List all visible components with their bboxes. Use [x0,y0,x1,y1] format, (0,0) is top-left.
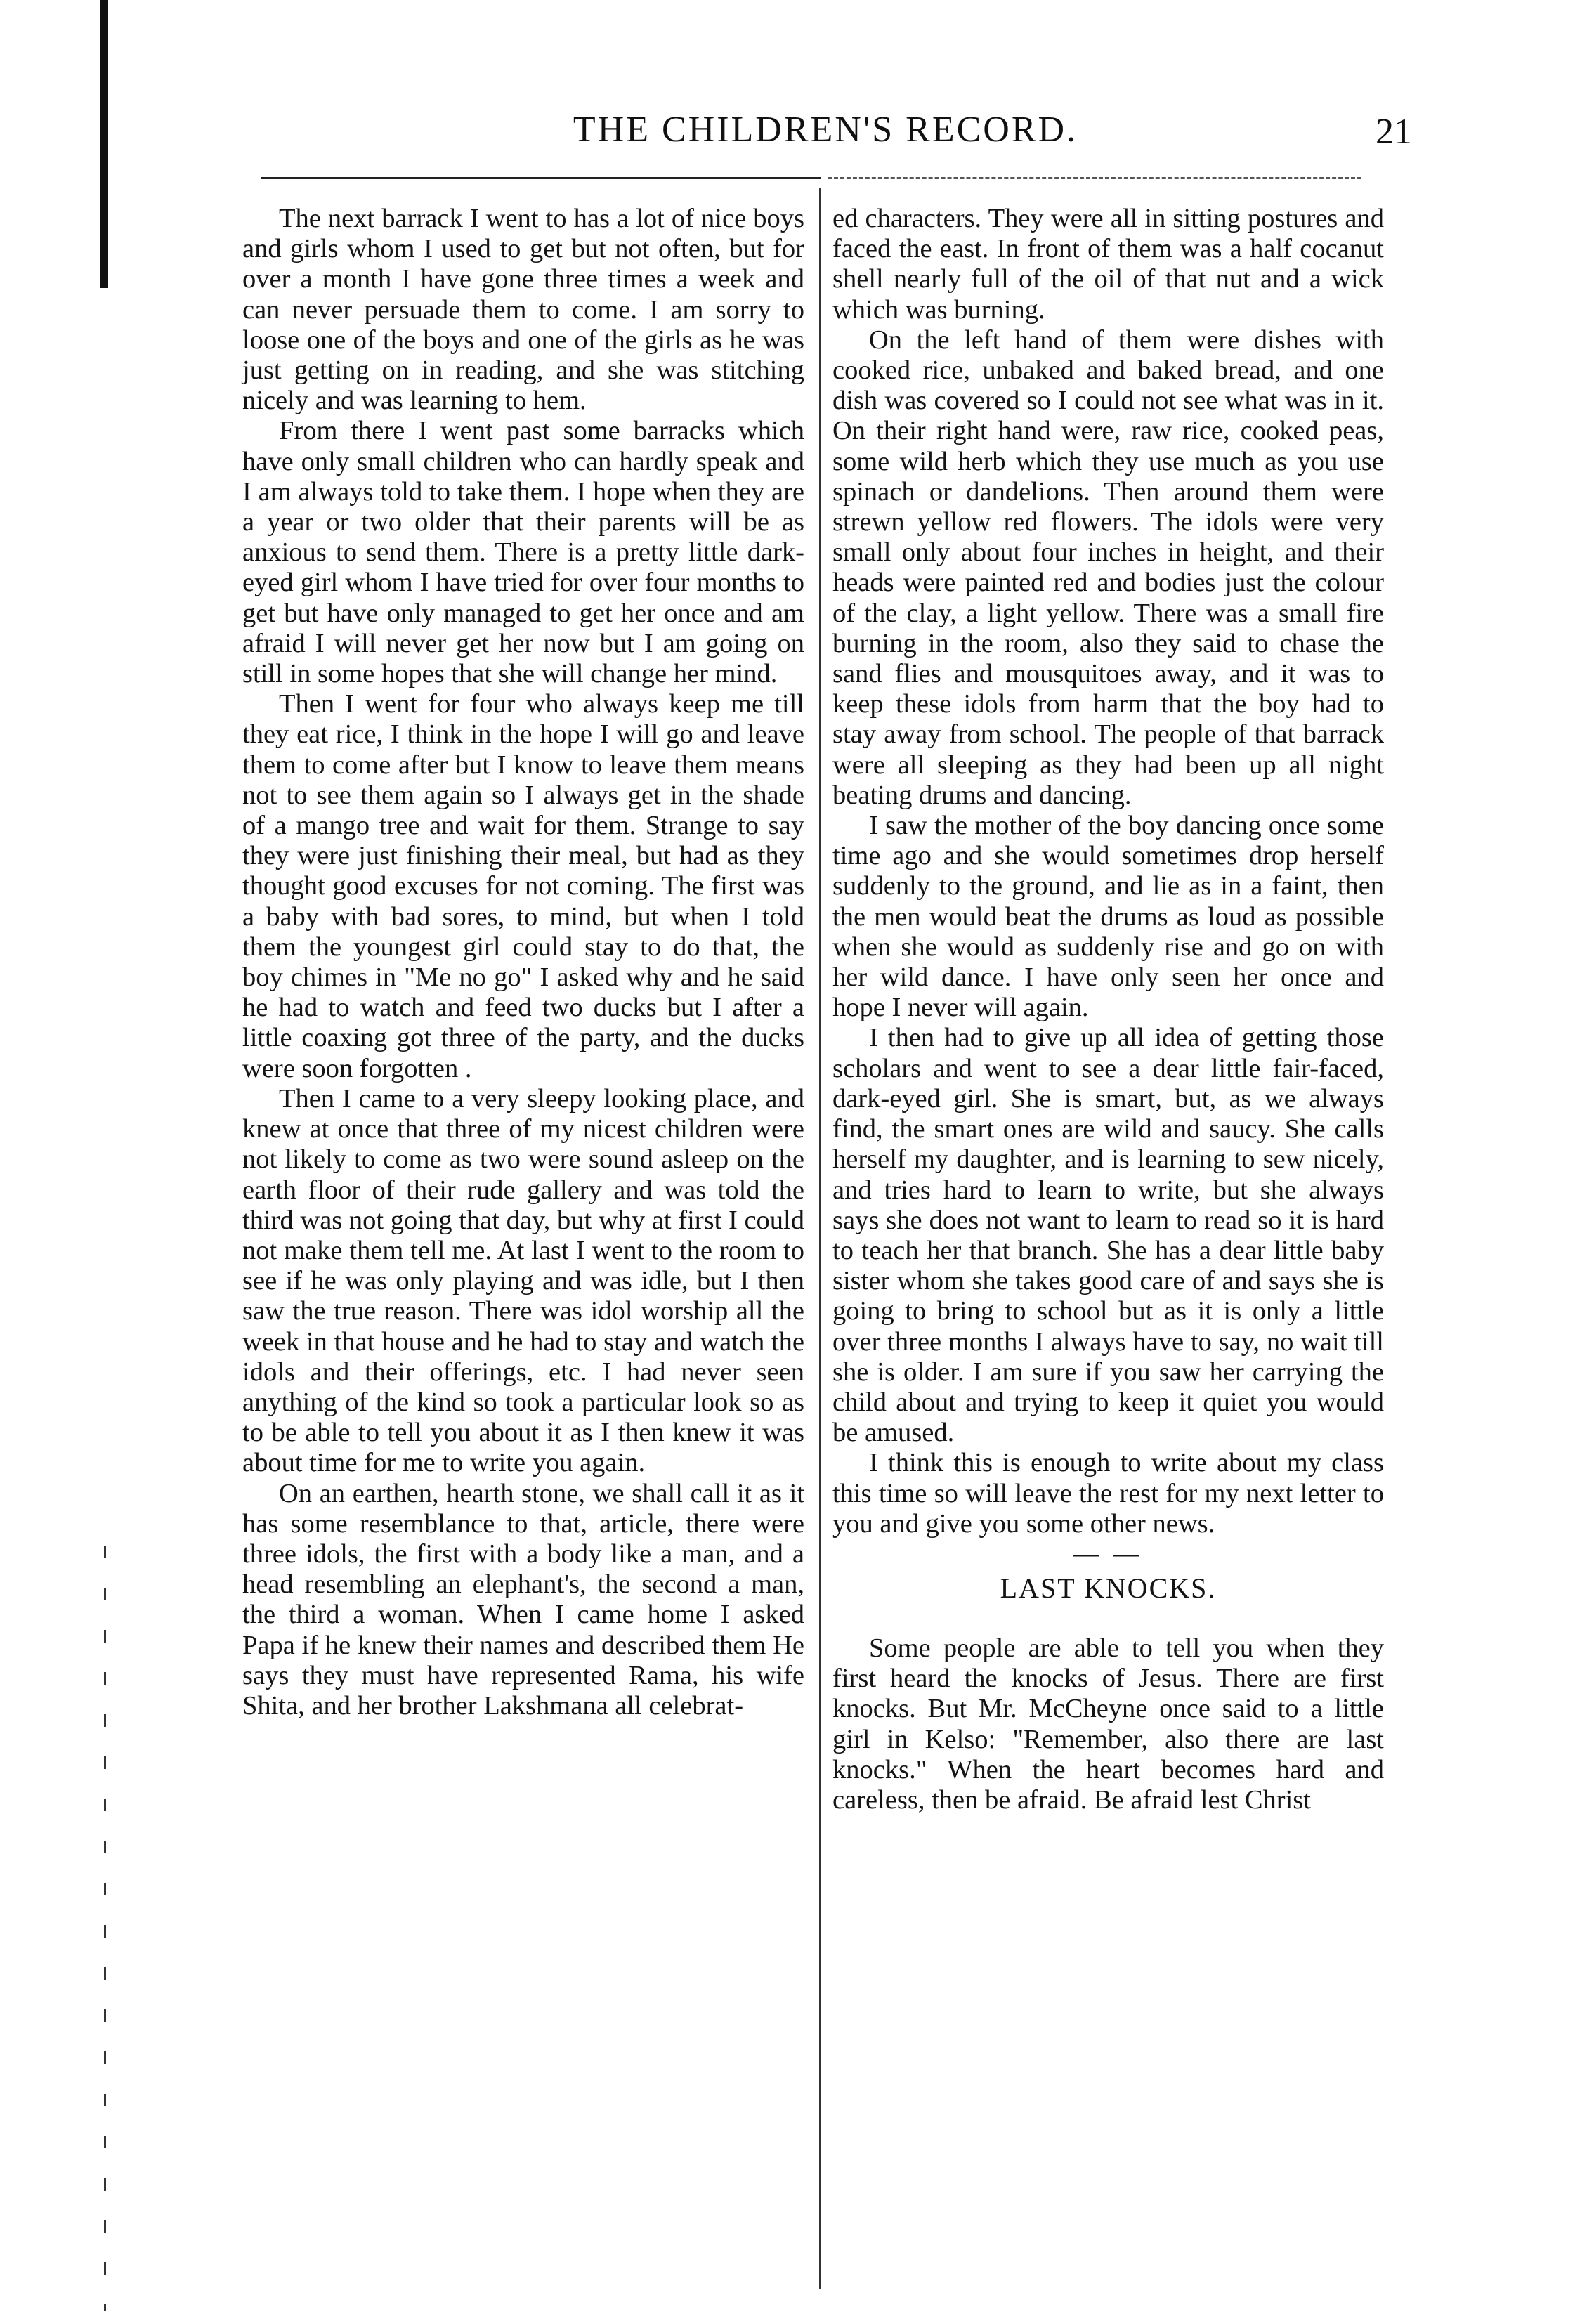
header-rule-left [261,177,821,179]
paragraph: I think this is enough to write about my class this time so will leave the rest for my next letter to you and give you some other news. [832,1448,1384,1539]
paragraph: On the left hand of them were dishes with cooked rice, unbaked and baked bread, and one dish was covered so I could not see what was in it. On their right hand were, raw rice, cooked peas, some wild herb which they use much as you use spinach or dandelions. Then around them were strewn yellow red flowers. The idols were very small only about four inches in height, and their heads were painted red and bodies just the colour of the clay, a light yellow. There was a small fire burning in the room, also they said to chase the sand flies and mousquitoes away, and it was to keep these idols from harm that the boy had to stay away from school. The people of that barrack were all sleeping as they had been up all night beating drums and dancing. [832,325,1384,810]
paragraph: I saw the mother of the boy dancing once some time ago and she would sometimes drop herself suddenly to the ground, and lie as in a faint, then the men would beat the drums as loud as possible when she would as suddenly rise and go on with her wild dance. I have only seen her once and hope I never will again. [832,811,1384,1023]
section-separator: — — [1073,1539,1143,1567]
paragraph: The next barrack I went to has a lot of nice boys and girls whom I used to get but not often, but for over a month I have gone three times a week and can never persuade them to come. I am sorry to loose one of the boys and one of the girls as he was just getting on in reading, and she was stitching nicely and was learning to hem. [242,204,804,416]
paragraph: I then had to give up all idea of getting those scholars and went to see a dear little fair-faced, dark-eyed girl. She is smart, but, as we always find, the smart ones are wild and saucy. She calls herself my daughter, and is learning to sew nicely, and tries hard to learn to write, but she always says she does not want to learn to read so it is hard to teach her that branch. She has a dear little baby sister whom she takes good care of and says she is going to bring to school but as it is only a little over three months I always have to say, no wait till she is older. I am sure if you saw her carrying the child about and trying to keep it quiet you would be amused. [832,1023,1384,1448]
binding-edge [100,0,108,288]
paragraph: On an earthen, hearth stone, we shall call it as it has some resemblance to that, article, there were three idols, the first with a body like a man, and a head resembling an elephant's, the second a man, the third a woman. When I came home I asked Papa if he knew their names and described them He says they must have represented Rama, his wife Shita, and her brother Lakshmana all celebrat- [242,1478,804,1721]
page-number: 21 [1376,112,1412,152]
binding-marks [104,1546,106,2311]
column-divider [819,188,821,2289]
paragraph-continuation: ed characters. They were all in sitting postures and faced the east. In front of them was a half cocanut shell nearly full of the oil of that nut and a wick which was burning. [832,204,1384,325]
section-heading: LAST KNOCKS. [1000,1572,1217,1604]
paragraph: Then I went for four who always keep me till they eat rice, I think in the hope I will go and leave them to come after but I know to leave them means not to see them again so I always get in the shade of a mango tree and wait for them. Strange to say they were just finishing their meal, but had as they thought good excuses for not coming. The first was a baby with bad sores, to mind, but when I told them the youngest girl could stay to do that, the boy chimes in "Me no go" I asked why and he said he had to watch and feed two ducks but I after a little coaxing got three of the party, and the ducks were soon forgotten . [242,689,804,1083]
paragraph: Then I came to a very sleepy looking place, and knew at once that three of my nicest children were not likely to come as two were sound asleep on the earth floor of their rude gallery and was told the third was not going that day, but why at first I could not make them tell me. At last I went to the room to see if he was only playing and was idle, but I then saw the true reason. There was idol worship all the week in that house and he had to stay and watch the idols and their offerings, etc. I had never seen anything of the kind so took a particular look so as to be able to tell you about it as I then knew it was about time for me to write you again. [242,1083,804,1478]
paragraph: From there I went past some barracks which have only small children who can hardly speak and I am always told to take them. I hope when they are a year or two older that their parents will be as anxious to send them. There is a pretty little dark-eyed girl whom I have tried for over four months to get but have only managed to get her once and am afraid I will never get her now but I am going on still in some hopes that she will change her mind. [242,416,804,689]
left-column [242,204,804,1721]
page-header [246,102,1405,158]
paragraph: Some people are able to tell you when they first heard the knocks of Jesus. There are first knocks. But Mr. McCheyne once said to a little girl in Kelso: "Remember, also there are last knocks." When the heart becomes hard and careless, then be afraid. Be afraid lest Christ [832,1633,1384,1815]
running-title: THE CHILDREN'S RECORD. [573,110,1078,150]
header-rule-right [828,177,1361,179]
right-column [832,204,1384,1815]
